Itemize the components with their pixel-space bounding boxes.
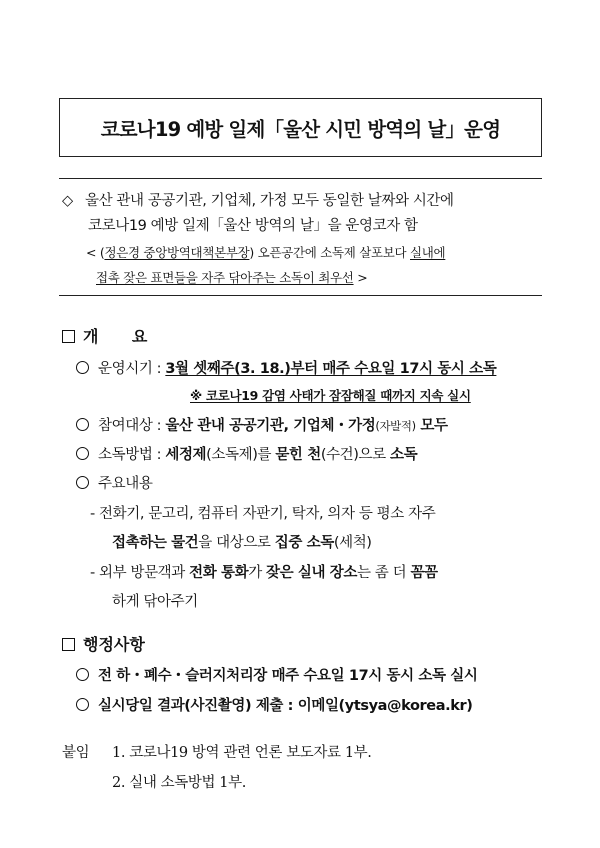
overview-participants: 참여대상 : 울산 관내 공공기관, 기업체・가정(자발적) 모두 [76, 414, 448, 435]
content-detail-1b: 접촉하는 물건을 대상으로 집중 소독(세척) [112, 535, 372, 551]
square-bullet-icon [62, 638, 75, 651]
summary-top-rule [59, 178, 542, 179]
circle-bullet-icon [76, 698, 89, 711]
content-detail-2a: - 외부 방문객과 전화 통화가 잦은 실내 장소는 좀 더 꼼꼼 [90, 565, 438, 581]
overview-operation-period: 운영시기 : 3월 셋째주(3. 18.)부터 매주 수요일 17시 동시 소독 [76, 357, 496, 378]
admin-item-2: 실시당일 결과(사진촬영) 제출 : 이메일(ytsya@korea.kr) [76, 694, 472, 715]
content-detail-2b: 하게 닦아주기 [112, 594, 198, 610]
overview-main-content: 주요내용 [76, 472, 152, 493]
summary-note-line-1: < (정은경 중앙방역대책본부장) 오픈공간에 소독제 살포보다 실내에 [86, 245, 446, 260]
note-person: 정은경 중앙방역대책본부장 [104, 245, 250, 260]
title-box [59, 98, 542, 157]
attachment-item-1: 1. 코로나19 방역 관련 언론 보도자료 1부. [112, 745, 372, 761]
circle-bullet-icon [76, 447, 89, 460]
section-admin-heading: 행정사항 [62, 632, 145, 655]
square-bullet-icon [62, 330, 75, 343]
page-title: 코로나19 예방 일제「울산 시민 방역의 날」운영 [100, 117, 501, 141]
summary-line-2: 코로나19 예방 일제「울산 방역의 날」을 운영코자 함 [88, 218, 418, 234]
content-detail-1a: - 전화기, 문고리, 컴퓨터 자판기, 탁자, 의자 등 평소 자주 [90, 506, 436, 522]
overview-operation-note: ※ 코로나19 감염 사태가 잠잠해질 때까지 지속 실시 [190, 388, 471, 403]
summary-bottom-rule [59, 295, 542, 296]
section-overview-heading: 개 요 [62, 324, 147, 347]
circle-bullet-icon [76, 668, 89, 681]
circle-bullet-icon [76, 361, 89, 374]
overview-method: 소독방법 : 세정제(소독제)를 묻힌 천(수건)으로 소독 [76, 443, 417, 464]
attachment-item-2: 2. 실내 소독방법 1부. [112, 775, 246, 791]
admin-item-1: 전 하・폐수・슬러지처리장 매주 수요일 17시 동시 소독 실시 [76, 664, 477, 685]
circle-bullet-icon [76, 418, 89, 431]
diamond-bullet-icon: ◇ [62, 193, 73, 209]
summary-line-1: ◇ 울산 관내 공공기관, 기업체, 가정 모두 동일한 날짜와 시간에 [62, 193, 454, 209]
summary-note-line-2: 접촉 잦은 표면들을 자주 닦아주는 소독이 최우선 > [96, 270, 368, 285]
attachment-label: 붙임 [62, 745, 90, 761]
circle-bullet-icon [76, 476, 89, 489]
